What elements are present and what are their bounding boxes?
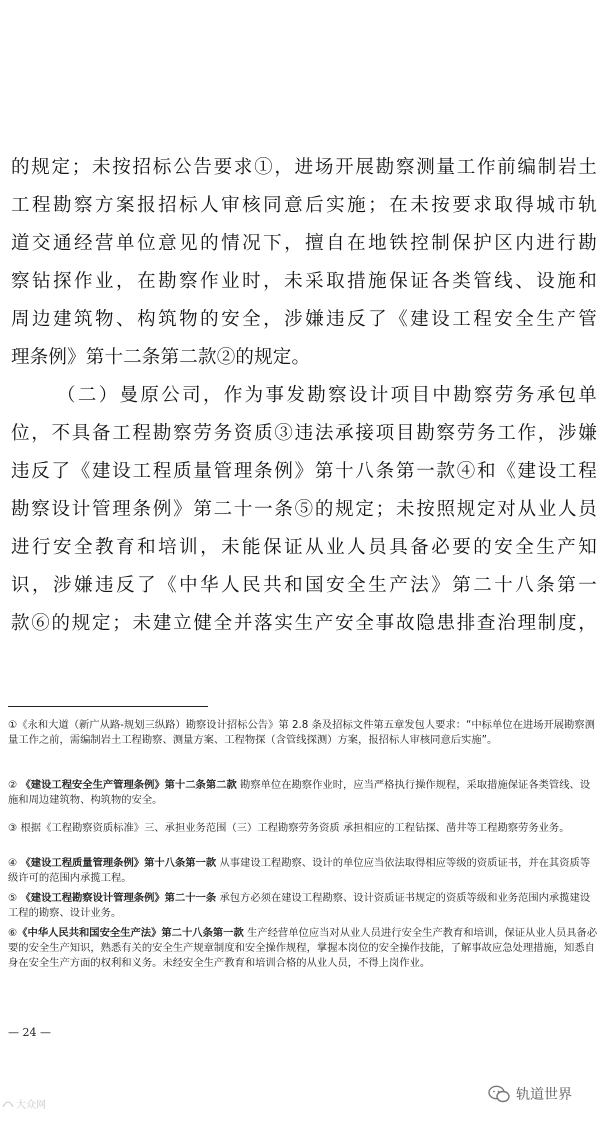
account-name: 轨道世界	[516, 1087, 572, 1103]
footnote-mark: ③	[8, 822, 18, 834]
body-line: 察钻探作业，在勘察作业时，未采取措施保证各类管线、设施和	[11, 271, 597, 292]
footnote-4	[8, 856, 598, 886]
body-line: 工程勘察方案报招标人审核同意后实施；在未按要求取得城市轨	[11, 195, 597, 216]
paragraph-heading-line: （二）曼原公司，作为事发勘察设计项目中勘察劳务承包单	[57, 385, 597, 406]
footnote-3	[8, 821, 598, 836]
footnote-mark: ①	[8, 719, 18, 731]
footnote-text: 勘察单位在勘察作业时，应当严格执行操作规程，采取措施保证各类管线、设施和周边建筑物、构筑物的安全。	[8, 779, 591, 806]
account-watermark	[488, 1084, 572, 1104]
body-line: 位，不具备工程勘察劳务资质③违法承接项目勘察劳务工作，涉嫌	[11, 423, 597, 444]
footnote-law-title: 《中华人民共和国安全生产法》第二十八条第一款	[17, 927, 244, 939]
watermark-left	[2, 1096, 46, 1111]
footnote-1	[8, 718, 598, 748]
footnote-text: 根据《工程勘察资质标准》三、承担业务范围（三）工程勘察劳务资质 承担相应的工程钻探、凿井等工程勘察劳务业务。	[20, 822, 570, 834]
footnote-law-title: 《建设工程安全生产管理条例》第十二条第二款	[20, 779, 237, 791]
body-line: 违反了《建设工程质量管理条例》第十八条第一款④和《建设工程	[11, 461, 597, 482]
body-line: 识，涉嫌违反了《中华人民共和国安全生产法》第二十八条第一	[11, 575, 597, 596]
footnote-text: 《永和大道（新广从路-规划三纵路）勘察设计招标公告》第 2.8 条及招标文件第五章发包人要求：“中标单位在进场开展勘察测量工作之前，需编制岩土工程勘察、测量方案、工程物探（含管线探测）方案，报招标人审核同意后实施”。	[8, 719, 595, 746]
footnote-separator	[8, 706, 208, 707]
body-line: 道交通经营单位意见的情况下，擅自在地铁控制保护区内进行勘	[11, 233, 597, 254]
watermark-left-text: 大众网	[16, 1100, 46, 1111]
body-line: 理条例》第十二条第二款②的规定。	[11, 347, 311, 368]
footnote-6	[8, 926, 598, 971]
footnote-mark: ⑤	[8, 892, 18, 904]
footnote-text: 从事建设工程勘察、设计的单位应当依法取得相应等级的资质证书，并在其资质等级许可的范围内承揽工程。	[8, 857, 591, 884]
footnote-mark: ④	[8, 857, 18, 869]
footnote-law-title: 《建设工程质量管理条例》第十八条第一款	[20, 857, 217, 869]
footnote-text: 生产经营单位应当对从业人员进行安全生产教育和培训，保证从业人员具备必要的安全生产知识，熟悉有关的安全生产规章制度和安全操作规程，掌握本岗位的安全操作技能，了解事故应急处理措施，知悉自身在安全生产方面的权利和义务。未经安全生产教育和培训合格的从业人员，不得上岗作业。	[8, 927, 598, 969]
body-line: 款⑥的规定；未建立健全并落实生产安全事故隐患排查治理制度，	[11, 613, 597, 634]
footnote-law-title: 《建设工程勘察设计管理条例》第二十一条	[20, 892, 217, 904]
footnote-5	[8, 891, 598, 921]
body-line: 周边建筑物、构筑物的安全，涉嫌违反了《建设工程安全生产管	[11, 309, 597, 330]
footnote-mark: ⑥	[8, 927, 18, 939]
footnote-text: 承包方必须在建设工程勘察、设计资质证书规定的资质等级和业务范围内承揽建设工程的勘察、设计业务。	[8, 892, 591, 919]
wechat-icon	[488, 1085, 510, 1103]
watermark-logo-icon	[2, 1099, 14, 1109]
body-line: 勘察设计管理条例》第二十一条⑤的规定；未按照规定对从业人员	[11, 499, 597, 520]
footnote-mark: ②	[8, 779, 18, 791]
page-number: — 24 —	[8, 1026, 51, 1039]
body-line: 进行安全教育和培训，未能保证从业人员具备必要的安全生产知	[11, 537, 597, 558]
footnote-2	[8, 778, 598, 808]
body-line: 的规定；未按招标公告要求①，进场开展勘察测量工作前编制岩土	[11, 157, 597, 178]
